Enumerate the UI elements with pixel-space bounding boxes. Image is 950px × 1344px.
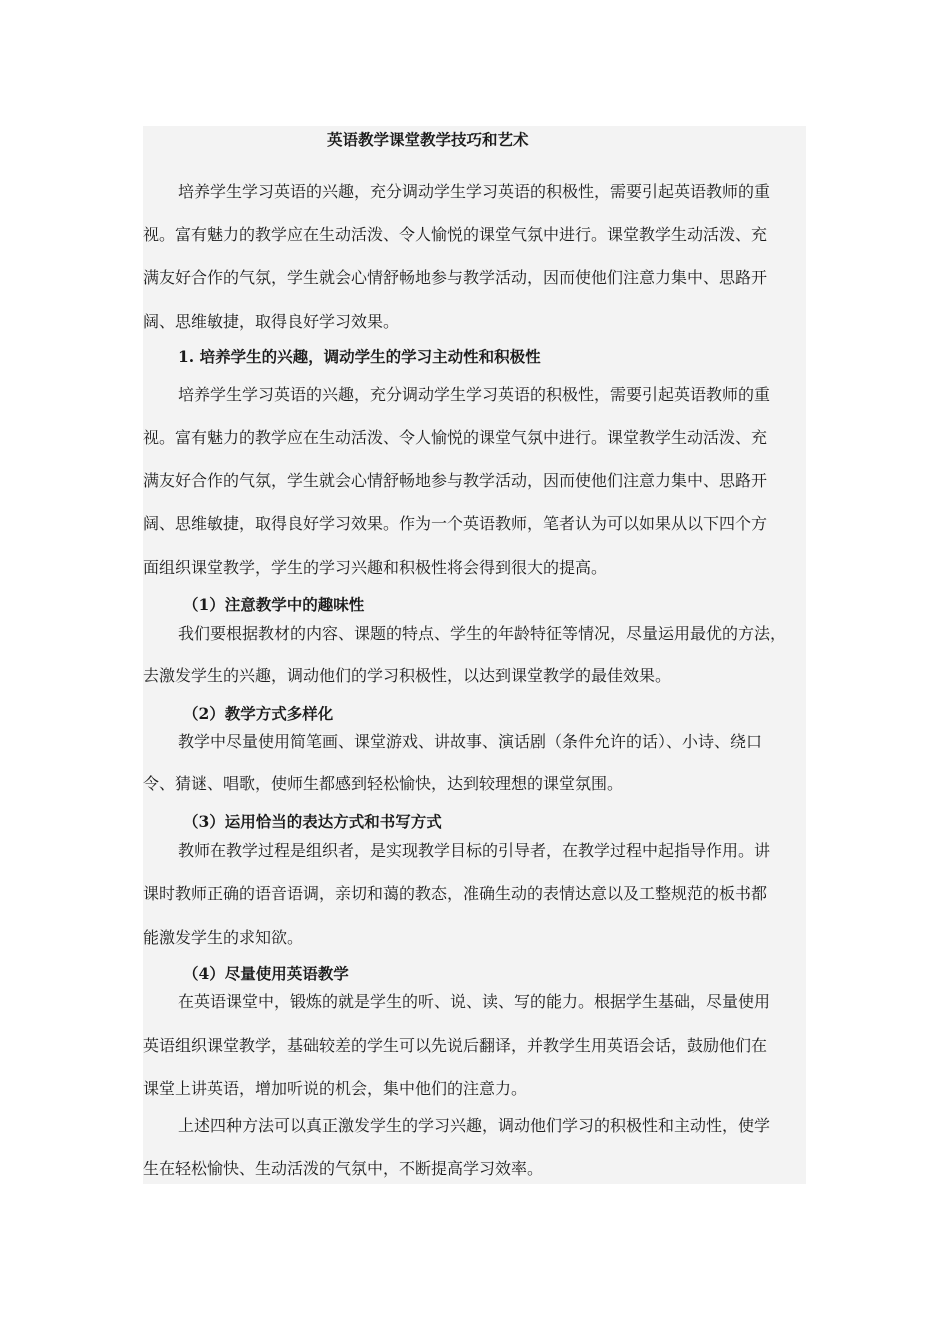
section-heading: 1. 培养学生的兴趣，调动学生的学习主动性和积极性 — [178, 347, 541, 366]
section-line: 满友好合作的气氛，学生就会心情舒畅地参与教学活动，因而使他们注意力集中、思路开 — [143, 471, 768, 490]
conclusion-line: 上述四种方法可以真正激发学生的学习兴趣，调动他们学习的积极性和主动性，使学 — [178, 1116, 771, 1135]
subsection-heading: （2）教学方式多样化 — [183, 704, 334, 723]
document-title: 英语教学课堂教学技巧和艺术 — [327, 130, 529, 149]
subsection-line: 课时教师正确的语音语调，亲切和蔼的教态，准确生动的表情达意以及工整规范的板书都 — [143, 884, 768, 903]
subsection-line: 令、猜谜、唱歌，使师生都感到轻松愉快，达到较理想的课堂氛围。 — [143, 774, 624, 793]
subsection-heading: （3）运用恰当的表达方式和书写方式 — [183, 812, 442, 831]
conclusion-line: 生在轻松愉快、生动活泼的气氛中，不断提高学习效率。 — [143, 1159, 544, 1178]
intro-line: 满友好合作的气氛，学生就会心情舒畅地参与教学活动，因而使他们注意力集中、思路开 — [143, 268, 768, 287]
subsection-line: 教师在教学过程是组织者，是实现教学目标的引导者，在教学过程中起指导作用。讲 — [178, 841, 771, 860]
intro-line: 视。富有魅力的教学应在生动活泼、令人愉悦的课堂气氛中进行。课堂教学生动活泼、充 — [143, 225, 768, 244]
subsection-line: 去激发学生的兴趣，调动他们的学习积极性，以达到课堂教学的最佳效果。 — [143, 666, 672, 685]
subsection-heading: （1）注意教学中的趣味性 — [183, 595, 365, 614]
subsection-line: 课堂上讲英语，增加听说的机会，集中他们的注意力。 — [143, 1079, 528, 1098]
subsection-line: 教学中尽量使用简笔画、课堂游戏、讲故事、演话剧（条件允许的话）、小诗、绕口 — [178, 732, 763, 751]
subsection-heading: （4）尽量使用英语教学 — [183, 964, 349, 983]
subsection-line: 能激发学生的求知欲。 — [143, 928, 304, 947]
subsection-line: 我们要根据教材的内容、课题的特点、学生的年龄特征等情况，尽量运用最优的方法， — [178, 624, 787, 643]
section-line: 阔、思维敏捷，取得良好学习效果。作为一个英语教师，笔者认为可以如果从以下四个方 — [143, 514, 768, 533]
section-line: 视。富有魅力的教学应在生动活泼、令人愉悦的课堂气氛中进行。课堂教学生动活泼、充 — [143, 428, 768, 447]
intro-line: 阔、思维敏捷，取得良好学习效果。 — [143, 312, 400, 331]
section-line: 培养学生学习英语的兴趣，充分调动学生学习英语的积极性，需要引起英语教师的重 — [178, 385, 771, 404]
section-line: 面组织课堂教学，学生的学习兴趣和积极性将会得到很大的提高。 — [143, 558, 608, 577]
subsection-line: 英语组织课堂教学，基础较差的学生可以先说后翻译，并教学生用英语会话，鼓励他们在 — [143, 1036, 768, 1055]
subsection-line: 在英语课堂中，锻炼的就是学生的听、说、读、写的能力。根据学生基础，尽量使用 — [178, 992, 771, 1011]
intro-line: 培养学生学习英语的兴趣，充分调动学生学习英语的积极性，需要引起英语教师的重 — [178, 182, 771, 201]
